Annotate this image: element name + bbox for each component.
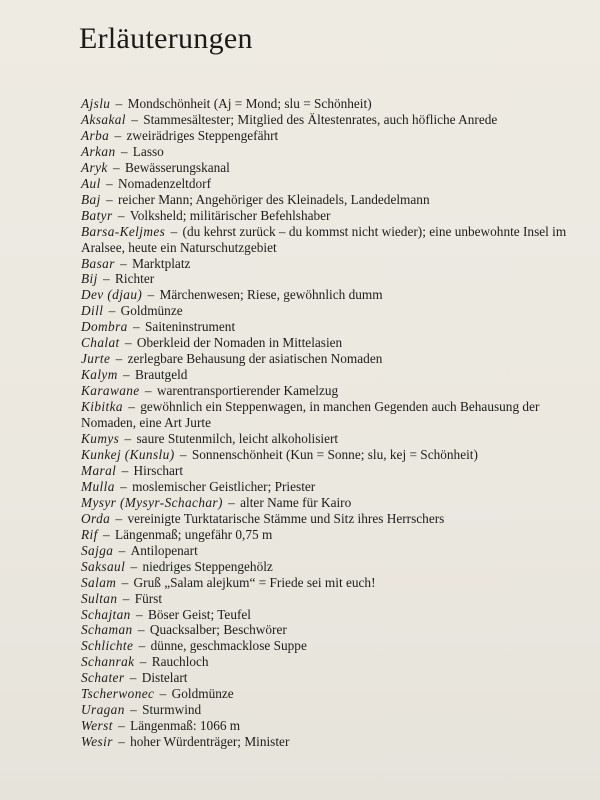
term-separator: –: [99, 271, 114, 287]
glossary-entry: [81, 527, 593, 543]
term-separator: –: [121, 431, 135, 447]
term-separator: –: [135, 638, 149, 654]
glossary-definition: reicher Mann; Angehöriger des Kleinadels, Landedelmann: [117, 191, 430, 207]
glossary-entry: [81, 591, 593, 607]
term-separator: –: [114, 718, 129, 734]
glossary-definition: Brautgeld: [135, 367, 188, 383]
glossary-definition: Gruß „Salam alejkum“ = Friede sei mit euch!: [133, 574, 376, 590]
glossary-entry: [81, 463, 593, 479]
glossary-definition: Fürst: [134, 590, 163, 606]
term-separator: –: [119, 367, 134, 383]
glossary-term: Karawane: [81, 383, 140, 399]
glossary-entry: [81, 479, 593, 495]
glossary-definition: Sonnenschönheit (Kun = Sonne; slu, kej = Schönheit): [191, 446, 478, 462]
glossary-term: Rif: [81, 526, 98, 542]
term-separator: –: [118, 462, 132, 478]
term-separator: –: [99, 526, 114, 542]
glossary-term: Kunkej (Kunslu): [81, 446, 175, 462]
glossary-term: Dill: [81, 303, 104, 319]
term-separator: –: [114, 734, 129, 750]
glossary-entry: [81, 495, 593, 511]
glossary-entry: [81, 718, 593, 734]
glossary-definition: Antilopenart: [130, 542, 198, 558]
glossary-term: Schaman: [81, 622, 133, 638]
glossary-term: Kumys: [81, 431, 120, 447]
glossary-definition: vereinigte Turktatarische Stämme und Sitz ihres Herrschers: [127, 510, 445, 526]
glossary-entry: [81, 383, 593, 399]
glossary-list: [81, 96, 593, 750]
glossary-entry: [81, 622, 593, 638]
term-separator: –: [136, 654, 150, 670]
glossary-term: Kibitka: [81, 399, 123, 415]
glossary-definition: Längenmaß; ungefähr 0,75 m: [115, 526, 273, 542]
glossary-definition: Bewässerungskanal: [125, 159, 230, 175]
term-separator: –: [144, 287, 158, 303]
glossary-term: Werst: [81, 718, 113, 734]
term-separator: –: [102, 175, 116, 191]
glossary-term: Jurte: [81, 351, 111, 367]
glossary-definition: Böser Geist; Teufel: [148, 606, 251, 622]
glossary-term: Dev (djau): [81, 287, 143, 303]
glossary-entry: [81, 367, 593, 383]
glossary-term: Wesir: [81, 734, 113, 750]
glossary-entry: [81, 287, 593, 303]
glossary-definition: moslemischer Geistlicher; Priester: [132, 478, 316, 494]
glossary-term: Arkan: [81, 143, 116, 159]
glossary-definition: saure Stutenmilch, leicht alkoholisiert: [136, 431, 339, 447]
glossary-definition: hoher Würdenträger; Minister: [130, 734, 290, 750]
term-separator: –: [129, 319, 144, 335]
glossary-entry: [81, 271, 593, 287]
glossary-entry: [81, 303, 593, 319]
glossary-term: Barsa-Keljmes: [81, 223, 166, 239]
term-separator: –: [115, 542, 129, 558]
term-separator: –: [126, 702, 141, 718]
glossary-entry: [81, 511, 593, 527]
glossary-entry: [81, 670, 593, 686]
glossary-definition: Volksheld; militärischer Befehlshaber: [129, 207, 331, 223]
term-separator: –: [121, 335, 135, 351]
glossary-definition: Marktplatz: [132, 255, 191, 271]
page-title: Erläuterungen: [79, 22, 253, 55]
glossary-entry: [81, 638, 593, 654]
glossary-definition: Hirschart: [133, 462, 184, 478]
term-separator: –: [112, 351, 126, 367]
glossary-entry: [81, 447, 593, 463]
glossary-term: Orda: [81, 510, 111, 526]
glossary-term: Sultan: [81, 590, 118, 606]
glossary-entry: [81, 96, 593, 112]
glossary-term: Mysyr (Mysyr-Schachar): [81, 494, 223, 510]
glossary-definition: Richter: [115, 271, 155, 287]
glossary-entry: [81, 575, 593, 591]
glossary-definition: Quacksalber; Beschwörer: [149, 622, 287, 638]
glossary-definition: Sturmwind: [142, 702, 202, 718]
term-separator: –: [116, 255, 131, 271]
glossary-entry: [81, 543, 593, 559]
glossary-entry: [81, 176, 593, 192]
glossary-term: Uragan: [81, 702, 125, 718]
term-separator: –: [127, 111, 142, 127]
term-separator: –: [118, 574, 132, 590]
glossary-term: Chalat: [81, 335, 120, 351]
glossary-entry: [81, 319, 593, 335]
glossary-definition: Rauchloch: [151, 654, 209, 670]
glossary-term: Ajslu: [81, 96, 111, 111]
glossary-entry: [81, 351, 593, 367]
glossary-entry: [81, 686, 593, 702]
term-separator: –: [127, 558, 141, 574]
glossary-term: Arba: [81, 127, 110, 143]
glossary-definition: Oberkleid der Nomaden in Mittelasien: [136, 335, 343, 351]
term-separator: –: [134, 622, 148, 638]
term-separator: –: [176, 446, 190, 462]
glossary-entry: [81, 128, 593, 144]
glossary-term: Batyr: [81, 207, 113, 223]
term-separator: –: [111, 127, 125, 143]
glossary-term: Schater: [81, 670, 125, 686]
term-separator: –: [105, 303, 119, 319]
term-separator: –: [116, 478, 131, 494]
glossary-entry: [81, 192, 593, 208]
glossary-definition: warentransportierender Kamelzug: [156, 383, 339, 399]
glossary-definition: Mondschönheit (Aj = Mond; slu = Schönheit): [127, 96, 372, 111]
glossary-entry: [81, 559, 593, 575]
term-separator: –: [224, 494, 239, 510]
glossary-term: Dombra: [81, 319, 128, 335]
glossary-definition: gewöhnlich ein Steppenwagen, in manchen Gegenden auch Behausung der Nomaden, eine Art Jurte: [81, 399, 540, 431]
glossary-term: Kalym: [81, 367, 118, 383]
glossary-term: Schanrak: [81, 654, 135, 670]
glossary-term: Aryk: [81, 159, 108, 175]
glossary-definition: Nomadenzeltdorf: [117, 175, 212, 191]
term-separator: –: [117, 143, 131, 159]
glossary-term: Schlichte: [81, 638, 134, 654]
term-separator: –: [119, 590, 133, 606]
glossary-term: Tscherwonec: [81, 686, 155, 702]
glossary-term: Basar: [81, 255, 115, 271]
glossary-entry: [81, 607, 593, 623]
term-separator: –: [167, 223, 181, 239]
term-separator: –: [112, 96, 126, 111]
glossary-definition: Lasso: [132, 143, 164, 159]
glossary-entry: [81, 702, 593, 718]
glossary-definition: Saiteninstrument: [145, 319, 236, 335]
glossary-term: Mulla: [81, 478, 115, 494]
glossary-term: Aksakal: [81, 111, 126, 127]
glossary-term: Salam: [81, 574, 117, 590]
glossary-term: Sajga: [81, 542, 114, 558]
glossary-definition: niedriges Steppengehölz: [142, 558, 273, 574]
glossary-entry: [81, 160, 593, 176]
glossary-entry: [81, 208, 593, 224]
term-separator: –: [156, 686, 170, 702]
glossary-entry: [81, 431, 593, 447]
glossary-definition: Längenmaß: 1066 m: [130, 718, 241, 734]
term-separator: –: [124, 399, 139, 415]
glossary-term: Maral: [81, 462, 117, 478]
glossary-definition: dünne, geschmacklose Suppe: [150, 638, 307, 654]
glossary-entry: [81, 399, 593, 431]
glossary-definition: Märchenwesen; Riese, gewöhnlich dumm: [159, 287, 383, 303]
term-separator: –: [112, 510, 126, 526]
glossary-definition: Goldmünze: [171, 686, 234, 702]
glossary-entry: [81, 224, 593, 256]
term-separator: –: [102, 191, 116, 207]
glossary-entry: [81, 256, 593, 272]
term-separator: –: [126, 670, 140, 686]
term-separator: –: [109, 159, 123, 175]
glossary-definition: Goldmünze: [120, 303, 183, 319]
glossary-term: Baj: [81, 191, 101, 207]
glossary-entry: [81, 654, 593, 670]
glossary-term: Saksaul: [81, 558, 126, 574]
glossary-term: Bij: [81, 271, 98, 287]
glossary-definition: zerlegbare Behausung der asiatischen Nomaden: [127, 351, 383, 367]
glossary-entry: [81, 335, 593, 351]
glossary-definition: Distelart: [141, 670, 188, 686]
glossary-entry: [81, 112, 593, 128]
glossary-definition: (du kehrst zurück – du kommst nicht wieder); eine unbewohnte Insel im Aralsee, heute ein Naturschutzgebiet: [81, 223, 567, 255]
glossary-definition: alter Name für Kairo: [240, 494, 352, 510]
glossary-entry: [81, 734, 593, 750]
glossary-definition: zweirädriges Steppengefährt: [126, 127, 279, 143]
term-separator: –: [132, 606, 147, 622]
glossary-term: Aul: [81, 175, 101, 191]
term-separator: –: [114, 207, 128, 223]
glossary-entry: [81, 144, 593, 160]
glossary-term: Schajtan: [81, 606, 131, 622]
term-separator: –: [141, 383, 155, 399]
glossary-definition: Stammesältester; Mitglied des Ältestenrates, auch höfliche Anrede: [143, 111, 498, 127]
